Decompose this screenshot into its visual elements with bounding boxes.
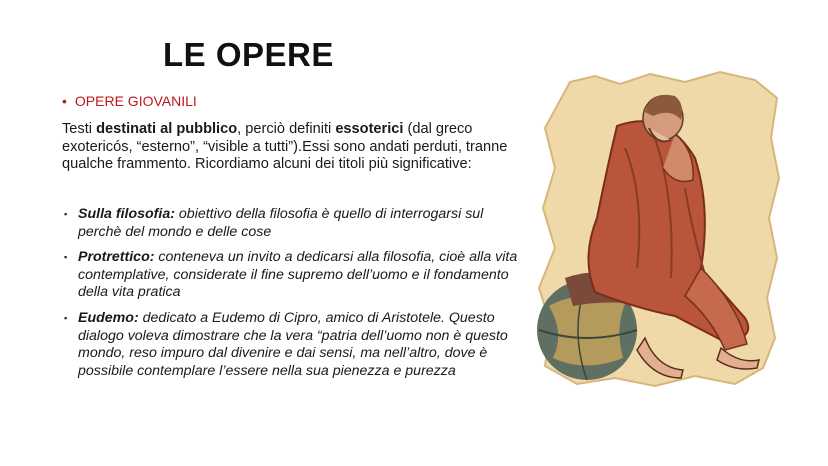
list-item <box>64 206 524 241</box>
item-term: Protrettico: <box>78 249 155 266</box>
works-list <box>64 206 524 388</box>
intro-bold-2: essoterici <box>335 121 404 137</box>
intro-bold-1: destinati al pubblico <box>96 121 238 137</box>
square-bullet: ▪ <box>64 312 68 323</box>
list-item-text <box>78 310 524 380</box>
item-term: Eudemo: <box>78 309 139 326</box>
list-item-text <box>78 206 524 241</box>
slide-title: LE OPERE <box>163 36 334 73</box>
list-item <box>64 310 524 380</box>
item-description: dedicato a Eudemo di Cipro, amico di Aristotele. Questo dialogo voleva dimostrare che la vera “patria dell’uomo non è questo mondo, reso impuro dal divenire e dai sensi, ma nell’altro, dove è possibile contemplare l’essere nella sua pienezza e purezza <box>78 309 508 379</box>
list-item-text <box>78 249 524 302</box>
philosopher-on-globe-illustration <box>525 68 780 388</box>
section-bullet: • <box>62 93 67 109</box>
section-label: OPERE GIOVANILI <box>74 93 197 109</box>
section-heading <box>62 93 197 109</box>
intro-text-3: (dal greco exotericós, “esterno”, “visible a tutti”).Essi sono andati perduti, tranne qualche frammento. Ricordiamo alcuni dei titoli più significative: <box>62 121 508 172</box>
intro-text-1: Testi <box>62 121 97 137</box>
item-description: obiettivo della filosofia è quello di interrogarsi sul perchè del mondo e delle cose <box>78 206 484 240</box>
square-bullet: ▪ <box>64 252 68 263</box>
item-description: conteneva un invito a dedicarsi alla filosofia, cioè alla vita contemplative, considerate il fine supremo dell’uomo e il fondamento della vita pratica <box>78 249 518 301</box>
intro-text-2: , perciò definiti <box>237 121 336 137</box>
square-bullet: ▪ <box>64 209 68 219</box>
intro-paragraph <box>62 121 522 174</box>
item-term: Sulla filosofia: <box>78 206 175 222</box>
list-item <box>64 249 524 302</box>
